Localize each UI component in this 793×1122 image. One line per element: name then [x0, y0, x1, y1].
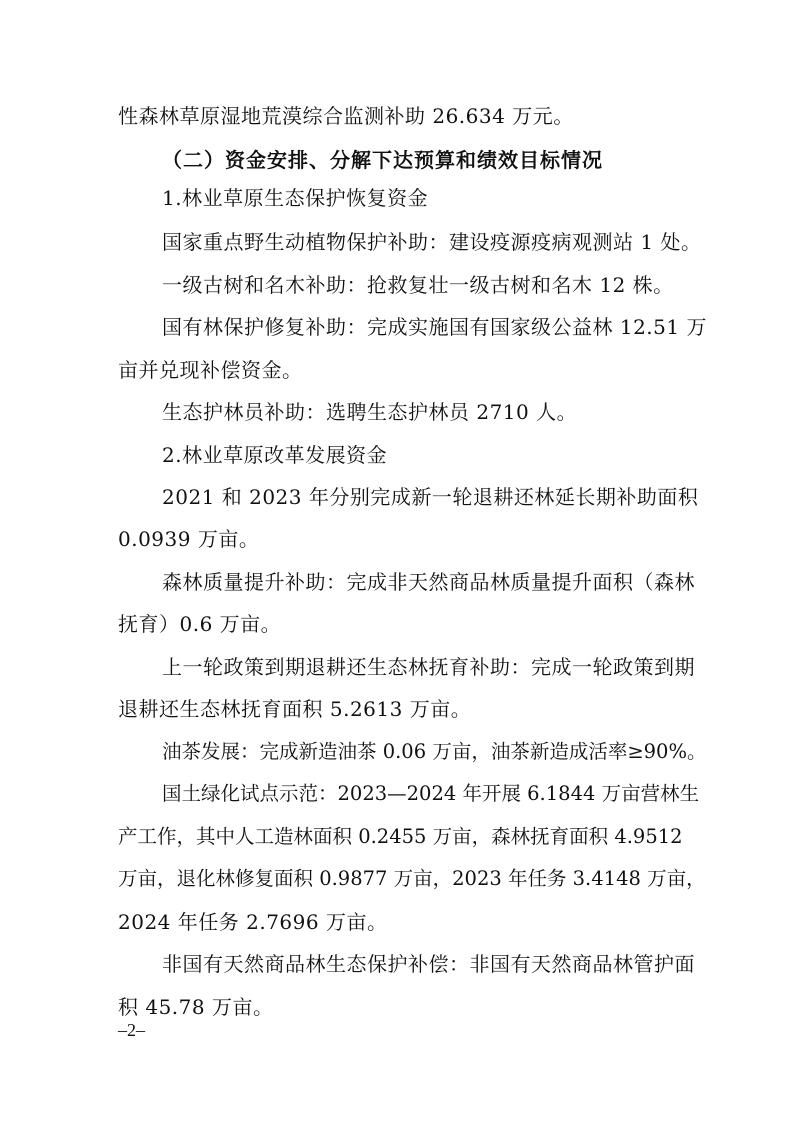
paragraph-line: 性森林草原湿地荒漠综合监测补助 26.634 万元。 — [118, 104, 574, 128]
page-number: –2– — [118, 1020, 145, 1040]
paragraph-line: 2024 年任务 2.7696 万亩。 — [118, 910, 388, 934]
paragraph-line: 上一轮政策到期退耕还生态林抚育补助：完成一轮政策到期 — [162, 655, 695, 679]
paragraph-line: 一级古树和名木补助：抢救复壮一级古树和名木 12 株。 — [162, 273, 674, 297]
paragraph-line: 产工作，其中人工造林面积 0.2455 万亩，森林抚育面积 4.9512 — [118, 825, 683, 848]
subsection-heading: 1.林业草原生态保护恢复资金 — [162, 186, 429, 210]
paragraph-line: 亩并兑现补偿资金。 — [118, 358, 303, 382]
paragraph-line: 国家重点野生动植物保护补助：建设疫源疫病观测站 1 处。 — [162, 230, 702, 254]
paragraph-line: 生态护林员补助：选聘生态护林员 2710 人。 — [162, 400, 578, 424]
paragraph-line: 国土绿化试点示范：2023—2024 年开展 6.1844 万亩营林生 — [162, 782, 700, 805]
paragraph-line: 2021 和 2023 年分别完成新一轮退耕还林延长期补助面积 — [162, 485, 699, 509]
paragraph-line: 非国有天然商品林生态保护补偿：非国有天然商品林管护面 — [162, 952, 695, 976]
paragraph-line: 0.0939 万亩。 — [118, 527, 260, 551]
section-heading: （二）资金安排、分解下达预算和绩效目标情况 — [162, 148, 603, 172]
subsection-heading: 2.林业草原改革发展资金 — [162, 443, 388, 467]
paragraph-line: 退耕还生态林抚育面积 5.2613 万亩。 — [118, 697, 472, 721]
paragraph-line: 抚育）0.6 万亩。 — [118, 612, 282, 636]
paragraph-line: 国有林保护修复补助：完成实施国有国家级公益林 12.51 万 — [162, 315, 707, 339]
paragraph-line: 油茶发展：完成新造油茶 0.06 万亩，油茶新造成活率≥90%。 — [162, 740, 707, 763]
paragraph-line: 万亩，退化林修复面积 0.9877 万亩，2023 年任务 3.4148 万亩， — [118, 867, 706, 890]
paragraph-line: 积 45.78 万亩。 — [118, 995, 274, 1019]
paragraph-line: 森林质量提升补助：完成非天然商品林质量提升面积（森林 — [162, 570, 695, 594]
